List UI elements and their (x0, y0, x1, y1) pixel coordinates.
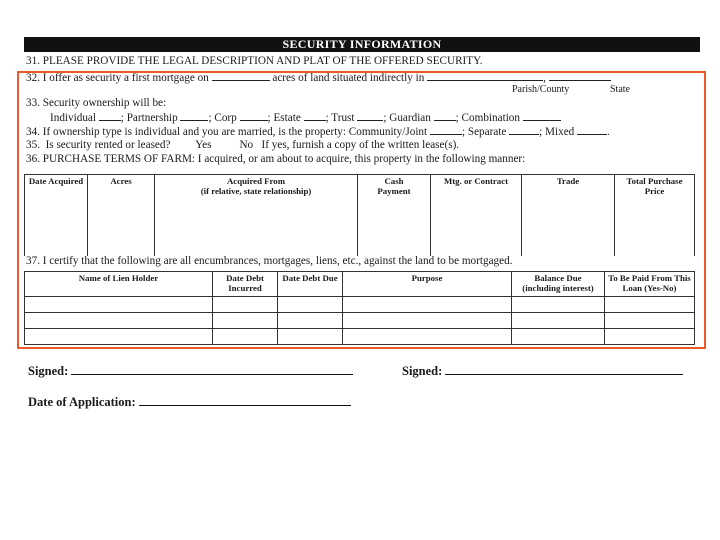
q34-text: 34. If ownership type is individual and you are married, is the property: Community/Joint (26, 126, 428, 138)
col-total-price: Total Purchase Price (615, 175, 695, 198)
mixed-label: ; Mixed (539, 126, 575, 138)
date-of-application (28, 394, 351, 410)
section-header: SECURITY INFORMATION (24, 37, 700, 52)
date-line[interactable] (139, 394, 351, 406)
guardian-label: ; Guardian (383, 112, 431, 124)
col-date-incurred: Date Debt Incurred (213, 272, 278, 297)
individual-label: Individual (50, 112, 96, 124)
comma: , (543, 72, 546, 84)
col-acquired-from: Acquired From (if relative, state relationship) (155, 175, 358, 198)
col-acres: Acres (88, 175, 155, 198)
col-date-acquired: Date Acquired (25, 175, 88, 198)
question-31: 31. PLEASE PROVIDE THE LEGAL DESCRIPTION AND PLAT OF THE OFFERED SECURITY. (26, 55, 483, 67)
period: . (607, 126, 610, 138)
col-balance-due: Balance Due (including interest) (512, 272, 605, 297)
col-cash-payment: Cash Payment (358, 175, 431, 198)
col-purpose: Purpose (343, 272, 512, 297)
col-paid-from-loan: To Be Paid From This Loan (Yes-No) (605, 272, 695, 297)
corp-label: ; Corp (208, 112, 237, 124)
col-trade: Trade (522, 175, 615, 198)
q32-text-1: 32. I offer as security a first mortgage on (26, 72, 209, 84)
combination-label: ; Combination (455, 112, 520, 124)
question-37: 37. I certify that the following are all encumbrances, mortgages, liens, etc., against the land to be mortgaged. (26, 255, 513, 267)
question-33: 33. Security ownership will be: (26, 97, 167, 109)
state-caption: State (610, 84, 630, 95)
col-lien-holder: Name of Lien Holder (25, 272, 213, 297)
signed-label-right: Signed: (402, 364, 443, 378)
parish-caption: Parish/County (512, 84, 570, 95)
signature-line-left[interactable] (71, 363, 353, 375)
signed-label-left: Signed: (28, 364, 69, 378)
signature-left (28, 363, 353, 379)
q32-text-2: acres of land situated indirectly in (272, 72, 425, 84)
question-35: 35. Is security rented or leased? Yes No If yes, furnish a copy of the written lease(s). (26, 139, 460, 151)
col-mtg-contract: Mtg. or Contract (431, 175, 522, 198)
col-date-due: Date Debt Due (278, 272, 343, 297)
signature-line-right[interactable] (445, 363, 683, 375)
trust-label: ; Trust (325, 112, 355, 124)
question-36: 36. PURCHASE TERMS OF FARM: I acquired, or am about to acquire, this property in the following manner: (26, 153, 526, 165)
partnership-label: ; Partnership (120, 112, 178, 124)
date-label: Date of Application: (28, 395, 136, 409)
highlight-box (17, 71, 706, 349)
estate-label: ; Estate (267, 112, 301, 124)
separate-label: ; Separate (461, 126, 507, 138)
signature-right (402, 363, 683, 379)
